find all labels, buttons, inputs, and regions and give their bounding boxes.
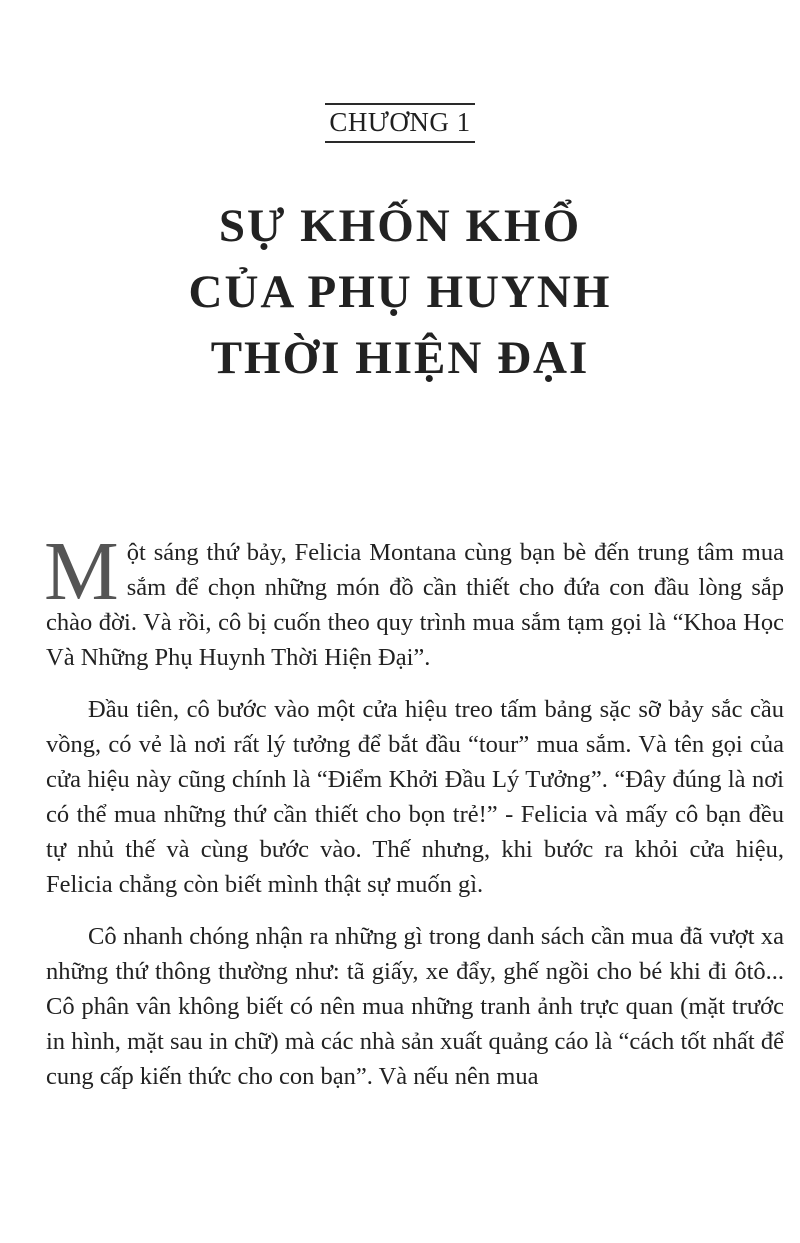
chapter-title-line-1: SỰ KHỐN KHỔ — [218, 200, 582, 252]
paragraph-1 — [44, 525, 784, 675]
body-text — [44, 525, 784, 1111]
chapter-label: CHƯƠNG 1 — [325, 103, 474, 143]
chapter-label-wrap — [0, 103, 800, 143]
drop-cap: M — [44, 525, 119, 618]
paragraph-3: Cô nhanh chóng nhận ra những gì trong danh sách cần mua đã vượt xa những thứ thông thường như: tã giấy, xe đẩy, ghế ngồi cho bé khi đi ôtô... Cô phân vân không biết có nên mua những tranh ảnh trực quan (mặt trước in hình, mặt sau in chữ) mà các nhà sản xuất quảng cáo là “cách tốt nhất để cung cấp kiến thức cho con bạn”. Và nếu nên mua — [46, 923, 784, 1090]
paragraph-2: Đầu tiên, cô bước vào một cửa hiệu treo tấm bảng sặc sỡ bảy sắc cầu vồng, có vẻ là nơi rất lý tưởng để bắt đầu “tour” mua sắm. Và tên gọi của cửa hiệu này cũng chính là “Điểm Khởi Đầu Lý Tưởng”. “Đây đúng là nơi có thể mua những thứ cần thiết cho bọn trẻ!” - Felicia và mấy cô bạn đều tự nhủ thế và cùng bước vào. Thế nhưng, khi bước ra khỏi cửa hiệu, Felicia chẳng còn biết mình thật sự muốn gì. — [46, 696, 784, 898]
chapter-title-line-2: CỦA PHỤ HUYNH — [188, 266, 612, 318]
chapter-title — [0, 193, 800, 391]
chapter-title-line-3: THỜI HIỆN ĐẠI — [210, 332, 590, 384]
paragraph-1-text: ột sáng thứ bảy, Felicia Montana cùng bạn bè đến trung tâm mua sắm để chọn những món đồ cần thiết cho đứa con đầu lòng sắp chào đời. Và rồi, cô bị cuốn theo quy trình mua sắm tạm gọi là “Khoa Học Và Những Phụ Huynh Thời Hiện Đại”. — [46, 539, 784, 671]
